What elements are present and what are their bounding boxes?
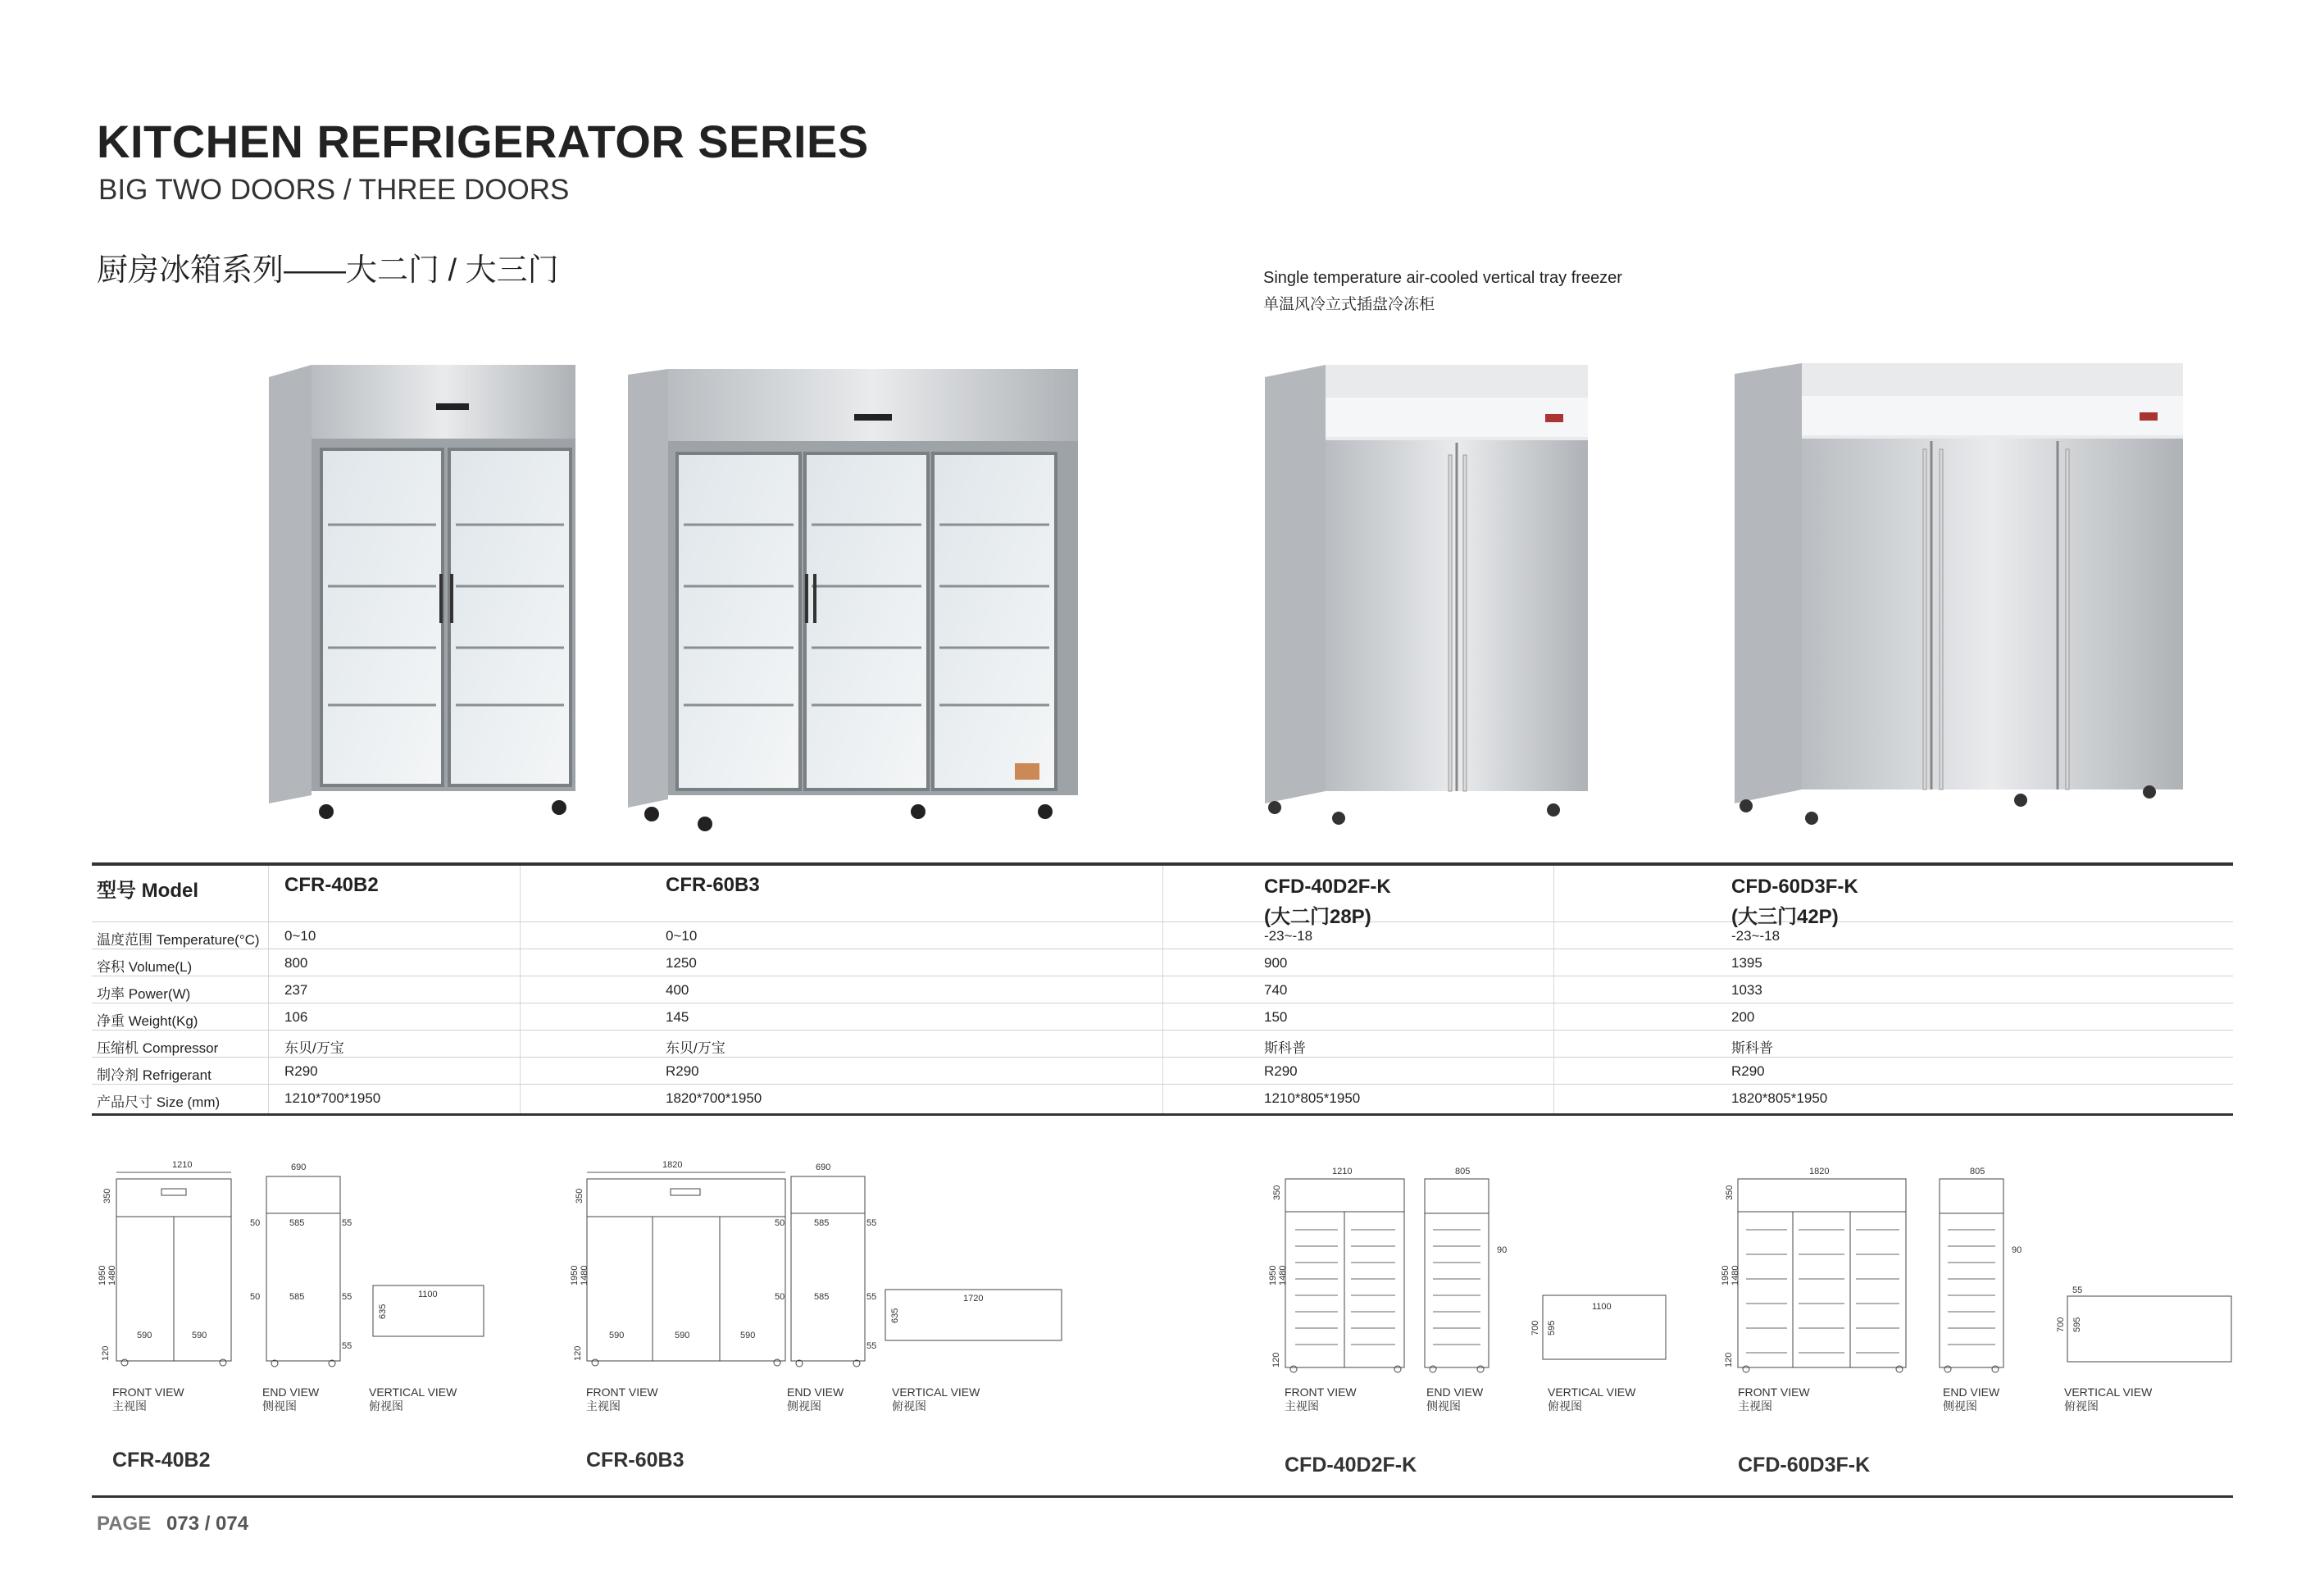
footer-rule xyxy=(92,1495,2233,1498)
header-note-3: (大二门28P) xyxy=(1264,906,1371,928)
product-image-cfd-40d2f-k xyxy=(1258,361,1594,828)
dim-mark: 50 xyxy=(775,1218,785,1228)
end-view-drawing-cfr-60b3 xyxy=(775,1160,881,1369)
cell: 1210*805*1950 xyxy=(1264,1090,1361,1106)
cell: 0~10 xyxy=(666,928,698,944)
cell: 740 xyxy=(1264,982,1288,998)
cell: 东贝/万宝 xyxy=(666,1040,725,1056)
dim-door-height: 1480 xyxy=(1730,1265,1740,1285)
table-row xyxy=(92,976,2233,1003)
dim-width: 1820 xyxy=(662,1160,683,1170)
dim-top-height: 350 xyxy=(575,1188,584,1204)
row-label: 制冷剂 Refrigerant xyxy=(97,1067,211,1083)
dim-mark: 585 xyxy=(289,1218,305,1228)
dim-door-width: 590 xyxy=(740,1331,756,1340)
dim-width: 1820 xyxy=(1809,1167,1830,1176)
dim-door-width: 590 xyxy=(675,1331,690,1340)
dim-depth: 805 xyxy=(1970,1167,1985,1176)
cell: R290 xyxy=(666,1063,699,1079)
dim-mark: 585 xyxy=(814,1292,830,1302)
page-subtitle: BIG TWO DOORS / THREE DOORS xyxy=(98,174,570,206)
row-label: 温度范围 Temperature(°C) xyxy=(97,932,260,948)
header-label: 型号 Model xyxy=(97,880,198,902)
dim-top-outer: 700 xyxy=(2056,1317,2066,1332)
dim-total-height: 1950 xyxy=(1721,1265,1730,1285)
dim-mark: 90 xyxy=(2012,1245,2022,1255)
dim-door-height: 1480 xyxy=(580,1265,589,1285)
page-title: KITCHEN REFRIGERATOR SERIES xyxy=(97,116,869,167)
freezer-caption-cn: 单温风冷立式插盘冷冻柜 xyxy=(1263,296,1435,313)
dim-mark: 585 xyxy=(814,1218,830,1228)
header-model-2: CFR-60B3 xyxy=(666,874,760,896)
dim-top-depth: 595 xyxy=(1547,1320,1557,1335)
end-view-drawing-cfd-40d2f-k xyxy=(1418,1164,1525,1377)
cell: 斯科普 xyxy=(1264,1040,1306,1056)
dim-door-height: 1480 xyxy=(107,1265,117,1285)
dim-top-outer: 700 xyxy=(1530,1320,1540,1335)
cell: 200 xyxy=(1731,1009,1755,1025)
dim-mark: 50 xyxy=(250,1292,261,1302)
front-view-drawing-cfr-60b3 xyxy=(564,1156,794,1369)
cell: R290 xyxy=(284,1063,318,1079)
product-image-cfd-60d3f-k xyxy=(1730,359,2189,830)
page-number: 073 / 074 xyxy=(166,1513,249,1535)
vertical-view-drawing-cfd-60d3f-k xyxy=(2049,1283,2238,1373)
header-note-4: (大三门42P) xyxy=(1731,906,1839,928)
cell: 1250 xyxy=(666,955,697,971)
dim-top-height: 350 xyxy=(1272,1185,1282,1200)
dim-mark: 55 xyxy=(342,1292,352,1302)
row-label: 容积 Volume(L) xyxy=(97,959,193,975)
dim-base-height: 120 xyxy=(1271,1352,1281,1367)
cell: 1395 xyxy=(1731,955,1762,971)
dim-mark: 585 xyxy=(289,1292,305,1302)
dim-mark: 55 xyxy=(342,1218,352,1228)
cell: -23~-18 xyxy=(1264,928,1313,944)
row-label: 产品尺寸 Size (mm) xyxy=(97,1094,221,1110)
end-view-drawing-cfr-40b2 xyxy=(250,1160,357,1369)
drawing-model-label: CFR-60B3 xyxy=(586,1449,684,1472)
dim-top-width: 1100 xyxy=(418,1290,438,1299)
cell: 400 xyxy=(666,982,689,998)
table-row xyxy=(92,949,2233,976)
dim-top-depth: 635 xyxy=(378,1304,388,1319)
header-model-1: CFR-40B2 xyxy=(284,874,379,896)
dim-total-height: 1950 xyxy=(98,1265,107,1285)
view-label-front: FRONT VIEW 主视图 xyxy=(1285,1386,1357,1413)
cell: 1820*805*1950 xyxy=(1731,1090,1828,1106)
dim-door-width: 590 xyxy=(609,1331,625,1340)
dim-depth: 690 xyxy=(816,1163,831,1172)
view-label-vertical: VERTICAL VIEW 俯视图 xyxy=(369,1386,457,1413)
drawing-model-label: CFD-60D3F-K xyxy=(1738,1454,1871,1477)
table-row xyxy=(92,921,2233,949)
table-row xyxy=(92,1057,2233,1085)
end-view-drawing-cfd-60d3f-k xyxy=(1933,1164,2040,1377)
cell: 斯科普 xyxy=(1731,1040,1773,1056)
vertical-view-drawing-cfd-40d2f-k xyxy=(1525,1291,1672,1365)
view-label-vertical: VERTICAL VIEW 俯视图 xyxy=(892,1386,980,1413)
cell: 800 xyxy=(284,955,308,971)
cell: 237 xyxy=(284,982,308,998)
dim-depth: 690 xyxy=(291,1163,307,1172)
view-label-end: END VIEW 侧视图 xyxy=(262,1386,320,1413)
spec-table xyxy=(92,862,2233,1116)
dim-top-height: 350 xyxy=(1725,1185,1735,1200)
dim-total-height: 1950 xyxy=(570,1265,580,1285)
dim-mark: 55 xyxy=(342,1341,352,1351)
dim-top-side: 55 xyxy=(2072,1285,2083,1295)
dim-mark: 55 xyxy=(866,1292,877,1302)
table-row xyxy=(92,1030,2233,1058)
cell: 0~10 xyxy=(284,928,316,944)
chinese-title: 厨房冰箱系列——大二门 / 大三门 xyxy=(97,253,559,288)
view-label-end: END VIEW 侧视图 xyxy=(1943,1386,2000,1413)
product-image-cfr-60b3 xyxy=(623,365,1082,836)
table-row xyxy=(92,1003,2233,1031)
row-label: 净重 Weight(Kg) xyxy=(97,1013,198,1029)
vertical-view-drawing-cfr-40b2 xyxy=(365,1279,488,1345)
view-label-end: END VIEW 侧视图 xyxy=(787,1386,844,1413)
view-label-vertical: VERTICAL VIEW 俯视图 xyxy=(2064,1386,2153,1413)
row-label: 功率 Power(W) xyxy=(97,986,191,1002)
row-label: 压缩机 Compressor xyxy=(97,1040,219,1056)
dim-mark: 50 xyxy=(775,1292,785,1302)
view-label-vertical: VERTICAL VIEW 俯视图 xyxy=(1548,1386,1636,1413)
dim-top-width: 1100 xyxy=(1592,1302,1612,1312)
dim-depth: 805 xyxy=(1455,1167,1471,1176)
dim-mark: 50 xyxy=(250,1218,261,1228)
table-header-row xyxy=(92,866,2233,928)
dim-width: 1210 xyxy=(1332,1167,1353,1176)
cell: -23~-18 xyxy=(1731,928,1781,944)
cell: 东贝/万宝 xyxy=(284,1040,344,1056)
cell: 150 xyxy=(1264,1009,1288,1025)
front-view-drawing-cfr-40b2 xyxy=(92,1156,239,1369)
page-label: PAGE xyxy=(97,1513,152,1535)
dim-total-height: 1950 xyxy=(1268,1265,1278,1285)
front-view-drawing-cfd-40d2f-k xyxy=(1262,1164,1410,1377)
cell: 106 xyxy=(284,1009,308,1025)
dim-mark: 90 xyxy=(1497,1245,1508,1255)
header-model-4: CFD-60D3F-K xyxy=(1731,876,1858,898)
product-image-cfr-40b2 xyxy=(262,361,582,836)
view-label-front: FRONT VIEW 主视图 xyxy=(112,1386,184,1413)
dim-door-width: 590 xyxy=(137,1331,152,1340)
drawing-model-label: CFR-40B2 xyxy=(112,1449,211,1472)
dim-base-height: 120 xyxy=(101,1345,111,1361)
table-row xyxy=(92,1084,2233,1111)
cell: 1033 xyxy=(1731,982,1762,998)
dim-top-width: 1720 xyxy=(963,1294,984,1304)
vertical-view-drawing-cfr-60b3 xyxy=(877,1283,1066,1349)
header-model-3: CFD-40D2F-K xyxy=(1264,876,1391,898)
cell: 1820*700*1950 xyxy=(666,1090,762,1106)
dim-top-depth: 595 xyxy=(2072,1317,2082,1332)
dim-door-height: 1480 xyxy=(1278,1265,1288,1285)
dim-base-height: 120 xyxy=(1724,1352,1734,1367)
view-label-front: FRONT VIEW 主视图 xyxy=(1738,1386,1810,1413)
dim-top-height: 350 xyxy=(102,1188,112,1204)
dim-mark: 55 xyxy=(866,1341,877,1351)
dim-door-width: 590 xyxy=(192,1331,207,1340)
cell: R290 xyxy=(1731,1063,1765,1079)
dim-base-height: 120 xyxy=(573,1345,583,1361)
cell: 900 xyxy=(1264,955,1288,971)
drawing-model-label: CFD-40D2F-K xyxy=(1285,1454,1417,1477)
dim-top-depth: 635 xyxy=(890,1308,900,1323)
view-label-front: FRONT VIEW 主视图 xyxy=(586,1386,658,1413)
view-label-end: END VIEW 侧视图 xyxy=(1426,1386,1484,1413)
cell: 1210*700*1950 xyxy=(284,1090,381,1106)
front-view-drawing-cfd-60d3f-k xyxy=(1715,1164,1912,1377)
freezer-caption-en: Single temperature air-cooled vertical tray freezer xyxy=(1263,269,1622,287)
dim-width: 1210 xyxy=(172,1160,193,1170)
cell: 145 xyxy=(666,1009,689,1025)
dim-mark: 55 xyxy=(866,1218,877,1228)
cell: R290 xyxy=(1264,1063,1298,1079)
